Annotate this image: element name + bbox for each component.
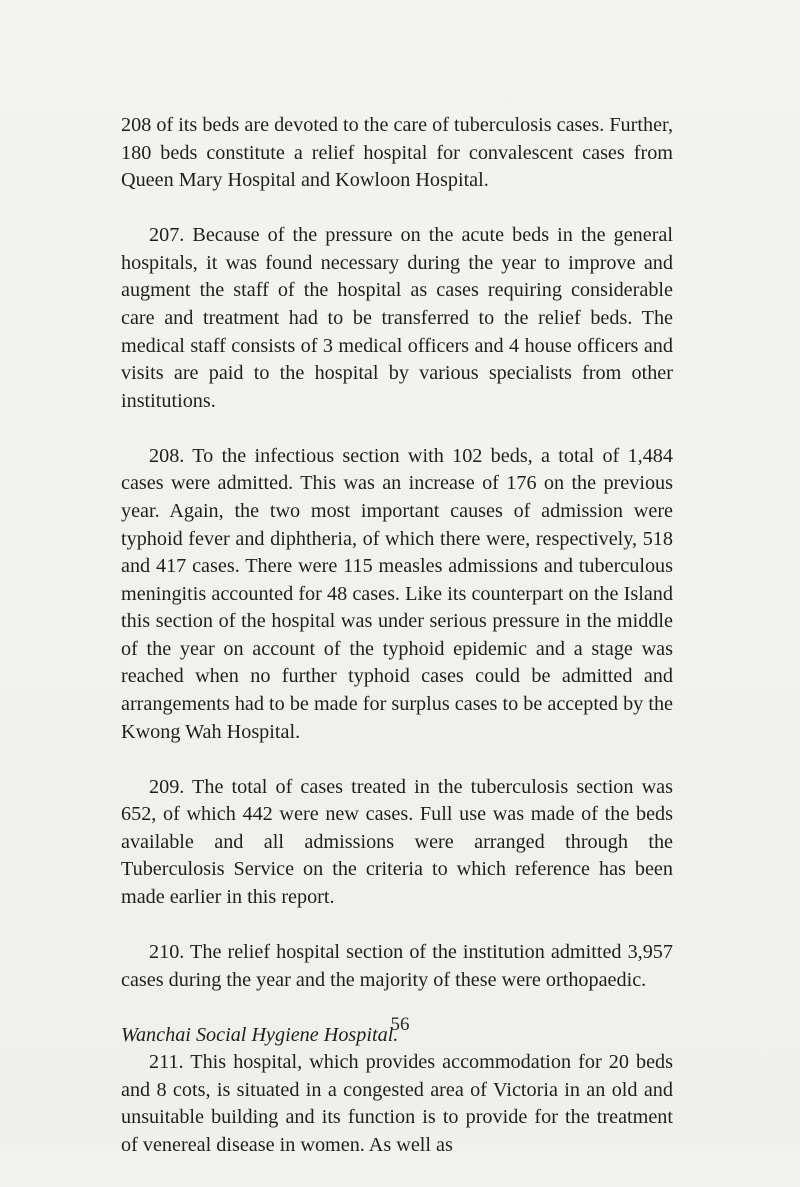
page-number: 56	[390, 1014, 410, 1035]
paragraph-208: 208. To the infectious section with 102 beds, a total of 1,484 cases were admitted. This was an increase of 176 on the previous year. Again, the two most important causes of admission were typhoid fever and diphtheria, of which there were, respectively, 518 and 417 cases. There were 115 measles admissions and tuberculous meningitis accounted for 48 cases. Like its counterpart on the Island this section of the hospital was under serious pressure in the middle of the year on account of the typhoid epidemic and a stage was reached when no further typhoid cases could be admitted and arrangements had to be made for surplus cases to be accepted by the Kwong Wah Hospital.	[121, 444, 673, 743]
paragraph-210: 210. The relief hospital section of the institution admitted 3,957 cases during the year and the majority of these were orthopaedic.	[121, 941, 673, 991]
section-heading: Wanchai Social Hygiene Hospital.	[121, 1023, 399, 1046]
paragraph-continuation: 208 of its beds are devoted to the care of tuberculosis cases. Further, 180 beds constitute a relief hospital for convalescent cases from Queen Mary Hospital and Kowloon Hospital.	[121, 114, 673, 192]
paragraph-211: 211. This hospital, which provides accommodation for 20 beds and 8 cots, is situated in a congested area of Victoria in an old and unsuitable building and its function is to provide for the treatment of venereal disease in women. As well as	[121, 1051, 673, 1156]
paragraph-209: 209. The total of cases treated in the tuberculosis section was 652, of which 442 were new cases. Full use was made of the beds available and all admissions were arranged through the Tuberculosis Service on the criteria to which reference has been made earlier in this report.	[121, 775, 673, 909]
paragraph-207: 207. Because of the pressure on the acute beds in the general hospitals, it was found necessary during the year to improve and augment the staff of the hospital as cases requiring considerable care and treatment had to be transferred to the relief beds. The medical staff consists of 3 medical officers and 4 house officers and visits are paid to the hospital by various specialists from other institutions.	[121, 224, 673, 412]
